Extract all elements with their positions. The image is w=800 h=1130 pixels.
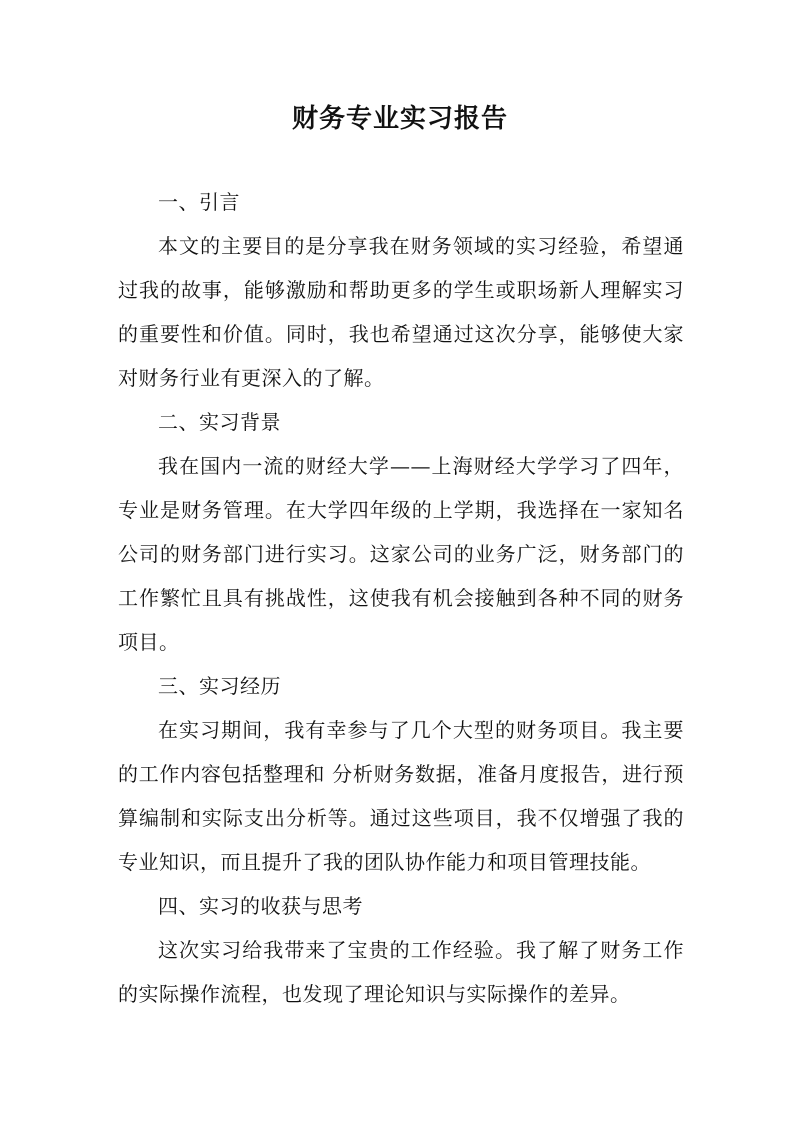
- section-heading-introduction: 一、引言: [158, 190, 240, 214]
- section-heading-experience: 三、实习经历: [158, 674, 281, 698]
- section-paragraph-introduction: 本文的主要目的是分享我在财务领域的实习经验，希望通过我的故事，能够激励和帮助更多的学生或职场新人理解实习的重要性和价值。同时，我也希望通过这次分享，能够使大家对财务行业有更深入的了解。: [118, 234, 684, 390]
- section-heading-reflection: 四、实习的收获与思考: [158, 894, 363, 918]
- section-paragraph-background: 我在国内一流的财经大学——上海财经大学学习了四年，专业是财务管理。在大学四年级的上学期，我选择在一家知名公司的财务部门进行实习。这家公司的业务广泛，财务部门的工作繁忙且具有挑战性，这使我有机会接触到各种不同的财务项目。: [118, 454, 684, 654]
- section-paragraph-reflection: 这次实习给我带来了宝贵的工作经验。我了解了财务工作的实际操作流程，也发现了理论知识与实际操作的差异。: [118, 938, 684, 1006]
- section-paragraph-experience: 在实习期间，我有幸参与了几个大型的财务项目。我主要的工作内容包括整理和 分析财务数据，准备月度报告，进行预算编制和实际支出分析等。通过这些项目，我不仅增强了我的专业知识，而且提升了我的团队协作能力和项目管理技能。: [118, 718, 684, 874]
- document-title: 财务专业实习报告: [291, 104, 508, 134]
- document-body: [118, 180, 684, 1016]
- section-heading-background: 二、实习背景: [158, 410, 281, 434]
